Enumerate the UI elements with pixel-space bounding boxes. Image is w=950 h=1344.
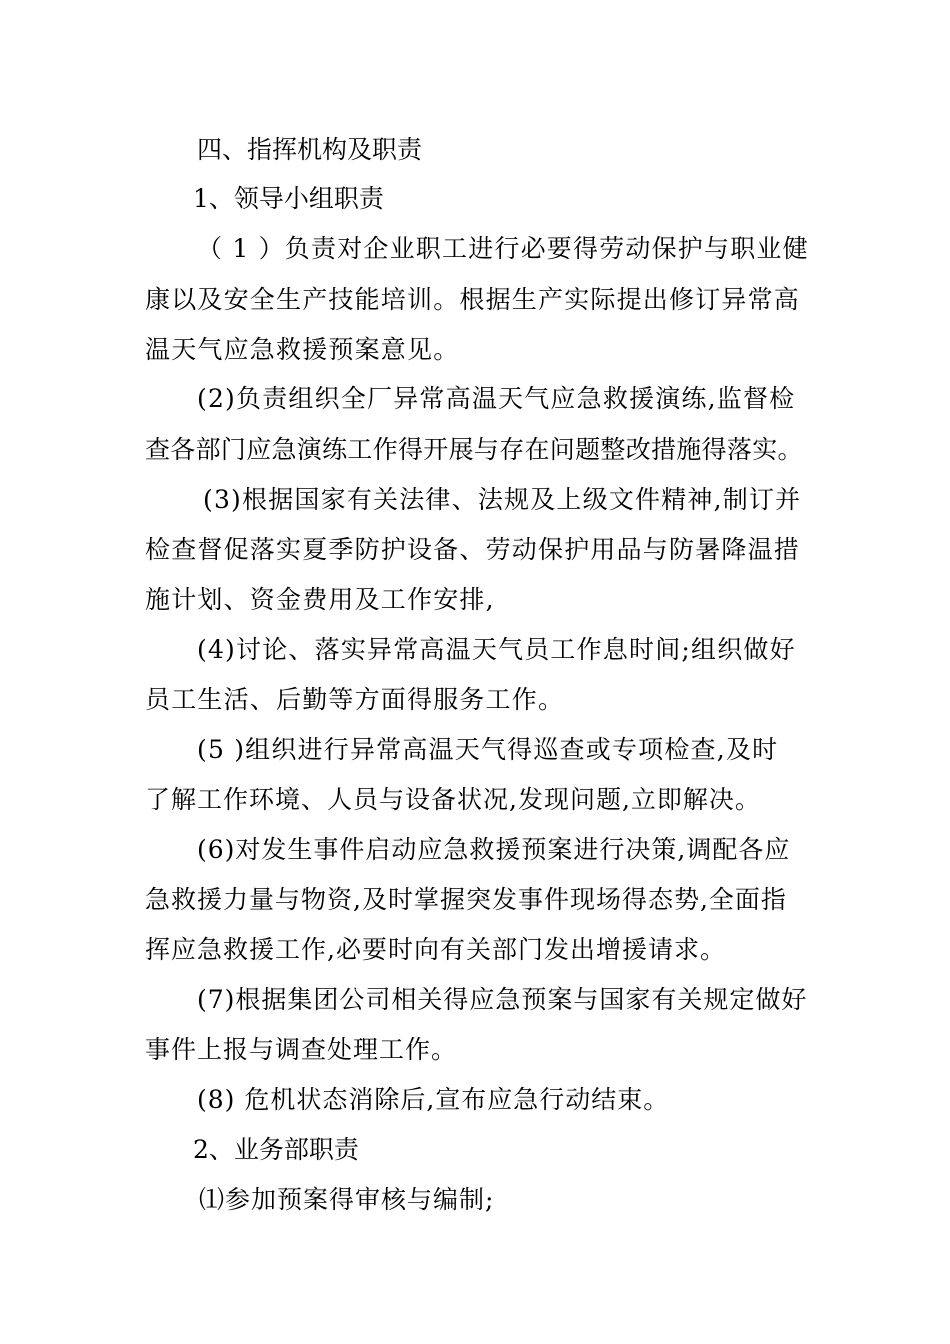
subsection-heading: 1、领导小组职责: [193, 184, 384, 213]
paragraph-line: (3)根据国家有关法律、法规及上级文件精神,制订并: [203, 485, 802, 514]
paragraph-line: 施计划、资金费用及工作安排,: [145, 585, 495, 614]
paragraph-line: 检查督促落实夏季防护设备、劳动保护用品与防暑降温措: [145, 535, 801, 564]
paragraph-line: (2)负责组织全厂异常高温天气应急救援演练,监督检: [197, 384, 796, 413]
paragraph-line: (4)讨论、落实异常高温天气员工作息时间;组织做好: [197, 635, 796, 664]
section-heading: 四、指挥机构及职责: [197, 135, 423, 164]
paragraph-line: 员工生活、后勤等方面得服务工作。: [145, 685, 565, 714]
paragraph-line: 康以及安全生产技能培训。根据生产实际提出修订异常高: [145, 285, 801, 314]
paragraph-line: (8) 危机状态消除后,宣布应急行动结束。: [197, 1085, 670, 1114]
paragraph-line: ⑴参加预案得审核与编制;: [199, 1185, 495, 1214]
paragraph-line: 挥应急救援工作,必要时向有关部门发出增援请求。: [145, 935, 726, 964]
paragraph-line: (5 )组织进行异常高温天气得巡查或专项检查,及时: [197, 735, 779, 764]
subsection-heading: 2、业务部职责: [193, 1135, 359, 1164]
paragraph-line: 查各部门应急演练工作得开展与存在问题整改措施得落实。: [145, 435, 803, 464]
paragraph-line: (6)对发生事件启动应急救援预案进行决策,调配各应: [197, 835, 791, 864]
paragraph-line: 温天气应急救援预案意见。: [145, 335, 460, 364]
paragraph-line: 事件上报与调查处理工作。: [145, 1035, 458, 1064]
paragraph-line: 了解工作环境、人员与设备状况,发现问题,立即解决。: [145, 785, 761, 814]
paragraph-line: (7)根据集团公司相关得应急预案与国家有关规定做好: [197, 985, 808, 1014]
paragraph-line: 急救援力量与物资,及时掌握突发事件现场得态势,全面指: [145, 885, 787, 914]
paragraph-line: （ 1 ）负责对企业职工进行必要得劳动保护与职业健: [197, 234, 809, 263]
